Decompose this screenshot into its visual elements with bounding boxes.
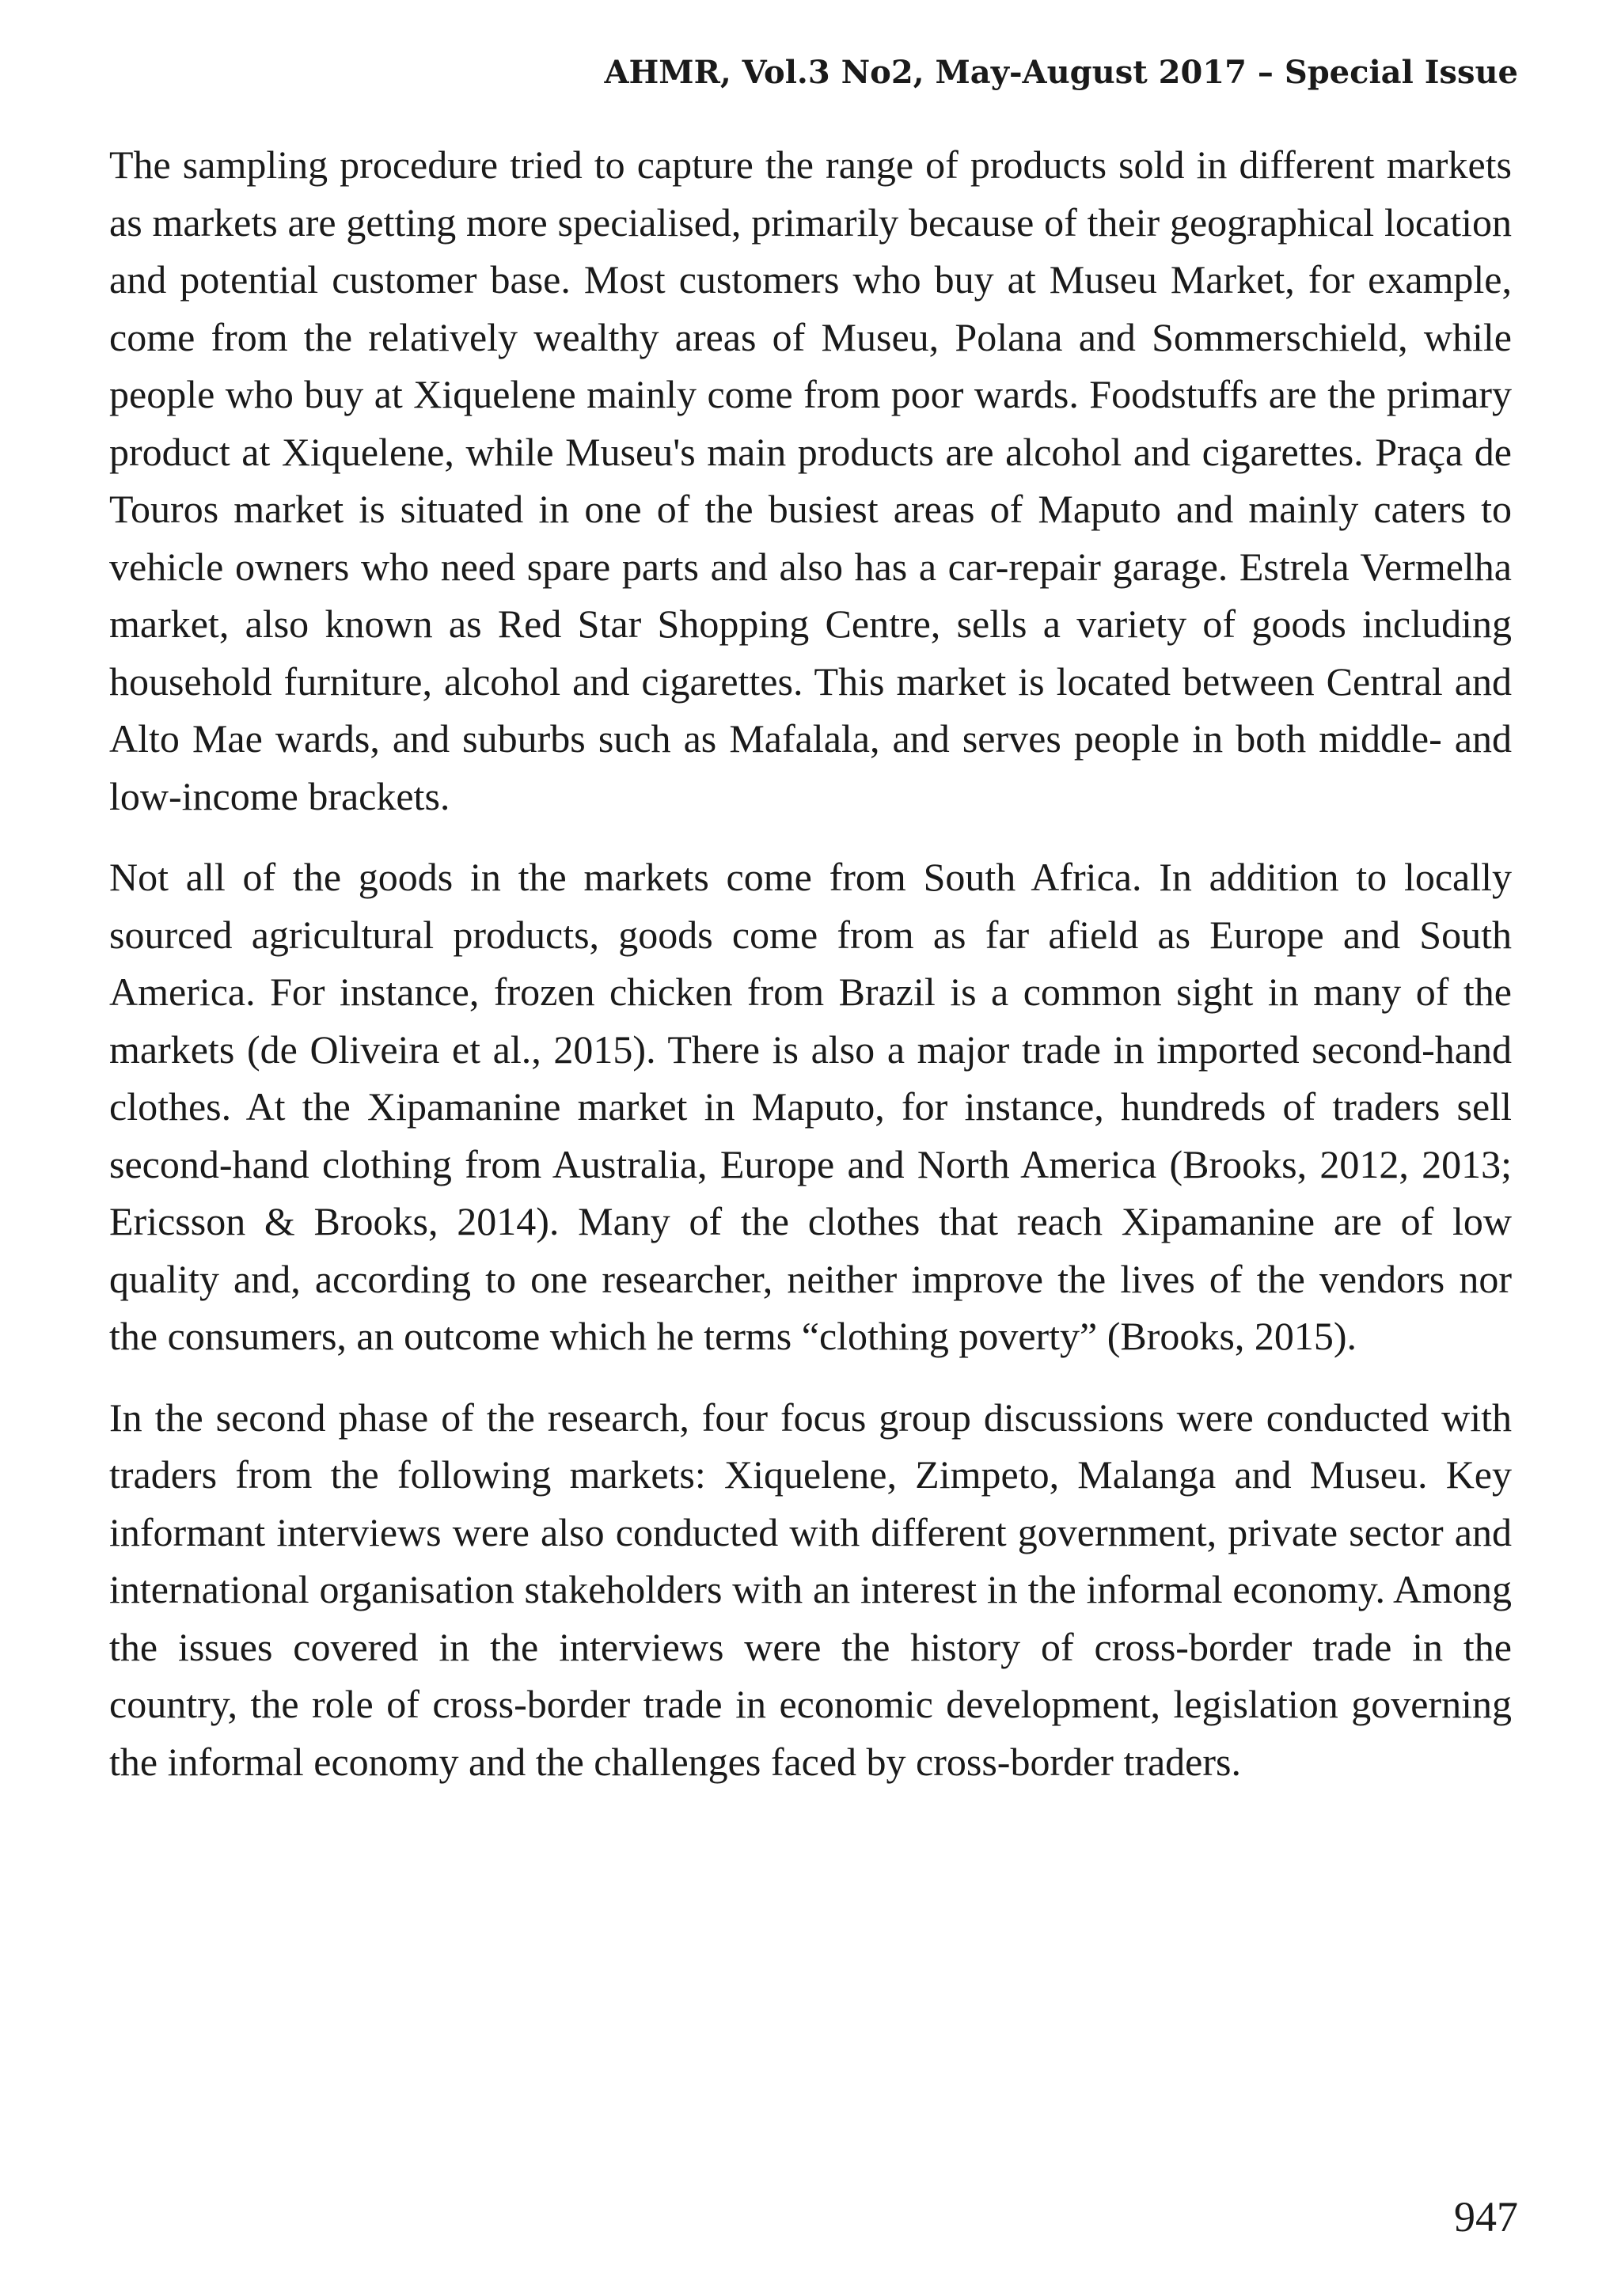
running-header: AHMR, Vol.3 No2, May-August 2017 – Special Issue [604, 54, 1518, 91]
page-number: 947 [1454, 2193, 1518, 2241]
paragraph-goods-origin: Not all of the goods in the markets come from South Africa. In addition to locally sourced agricultural products, goods come from as far afield as Europe and South America. For instance, frozen chicken from Brazil is a common sight in many of the markets (de Oliveira et al., 2015). There is also a major trade in imported second-hand clothes. At the Xipamanine market in Maputo, for instance, hundreds of traders sell second-hand clothing from Australia, Europe and North America (Brooks, 2012, 2013; Ericsson & Brooks, 2014). Many of the clothes that reach Xipamanine are of low quality and, according to one researcher, neither improve the lives of the vendors nor the consumers, an outcome which he terms “clothing poverty” (Brooks, 2015). [109, 855, 1512, 1358]
paragraph-sampling-procedure: The sampling procedure tried to capture the range of products sold in different markets as markets are getting more specialised, primarily because of their geographical location and potential customer base. Most customers who buy at Museu Market, for example, come from the relatively wealthy areas of Museu, Polana and Sommerschield, while people who buy at Xiquelene mainly come from poor wards. Foodstuffs are the primary product at Xiquelene, while Museu's main products are alcohol and cigarettes. Praça de Touros market is situated in one of the busiest areas of Maputo and mainly caters to vehicle owners who need spare parts and also has a car-repair garage. Estrela Vermelha market, also known as Red Star Shopping Centre, sells a variety of goods including household furniture, alcohol and cigarettes. This market is located between Central and Alto Mae wards, and suburbs such as Mafalala, and serves people in both middle- and low-income brackets. [109, 142, 1512, 818]
body-text [109, 136, 1512, 1814]
paragraph-second-phase: In the second phase of the research, four focus group discussions were conducted with traders from the following markets: Xiquelene, Zimpeto, Malanga and Museu. Key informant interviews were also conducted with different government, private sector and international organisation stakeholders with an interest in the informal economy. Among the issues covered in the interviews were the history of cross-border trade in the country, the role of cross-border trade in economic development, legislation governing the informal economy and the challenges faced by cross-border traders. [109, 1395, 1512, 1784]
